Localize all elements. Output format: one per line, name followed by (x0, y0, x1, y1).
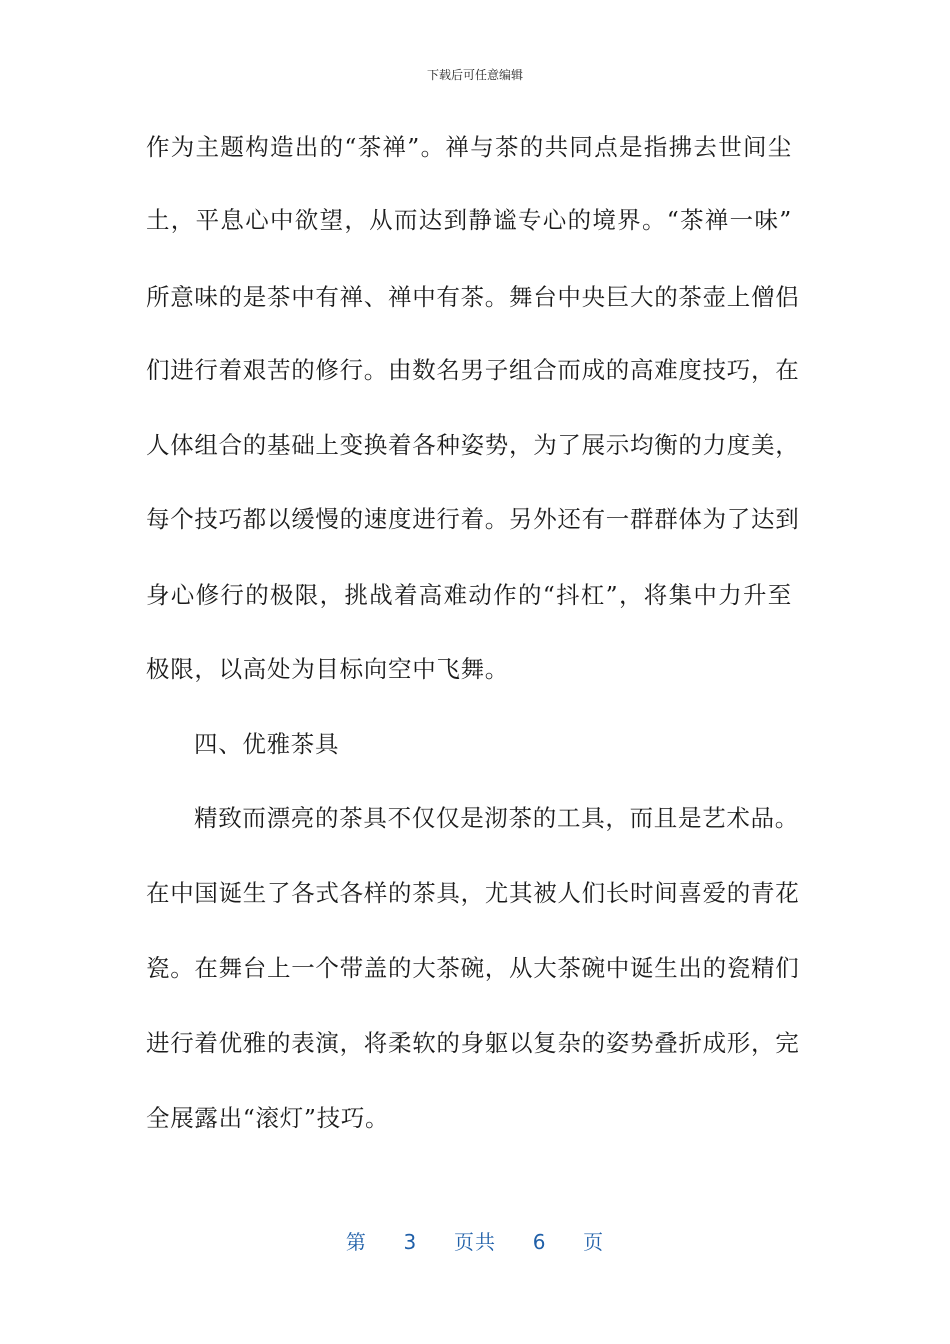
paragraph-line: 每个技巧都以缓慢的速度进行着。另外还有一群群体为了达到 (146, 505, 800, 533)
paragraph-line: 所意味的是茶中有禅、禅中有茶。舞台中央巨大的茶壶上僧侣 (146, 283, 800, 311)
footer-page-prefix: 第 (345, 1230, 367, 1254)
section-heading: 四、优雅茶具 (194, 730, 340, 758)
paragraph-line: 极限，以高处为目标向空中飞舞。 (146, 655, 509, 683)
paragraph-line: 在中国诞生了各式各样的茶具，尤其被人们长时间喜爱的青花 (146, 879, 800, 907)
paragraph-line: 土，平息心中欲望，从而达到静谧专心的境界。“茶禅一味” (146, 206, 792, 234)
paragraph-line: 身心修行的极限，挑战着高难动作的“抖杠”，将集中力升至 (146, 581, 792, 609)
footer-page-suffix: 页 (583, 1230, 605, 1254)
header-note: 下载后可任意编辑 (426, 68, 523, 82)
paragraph-line: 人体组合的基础上变换着各种姿势，为了展示均衡的力度美， (146, 431, 800, 459)
paragraph-line: 精致而漂亮的茶具不仅仅是沏茶的工具，而且是艺术品。 (194, 804, 799, 832)
paragraph-line: 作为主题构造出的“茶禅”。禅与茶的共同点是指拂去世间尘 (146, 133, 792, 161)
footer-page-total: 6 (532, 1230, 547, 1254)
paragraph-line: 瓷。在舞台上一个带盖的大茶碗，从大茶碗中诞生出的瓷精们 (146, 954, 800, 982)
page-footer (0, 1226, 950, 1255)
footer-page-middle: 页共 (454, 1230, 496, 1254)
paragraph-line: 们进行着艰苦的修行。由数名男子组合而成的高难度技巧，在 (146, 356, 800, 384)
paragraph-line: 进行着优雅的表演，将柔软的身躯以复杂的姿势叠折成形，完 (146, 1029, 800, 1057)
paragraph-line: 全展露出“滚灯”技巧。 (146, 1104, 390, 1132)
footer-page-number: 3 (403, 1230, 418, 1254)
